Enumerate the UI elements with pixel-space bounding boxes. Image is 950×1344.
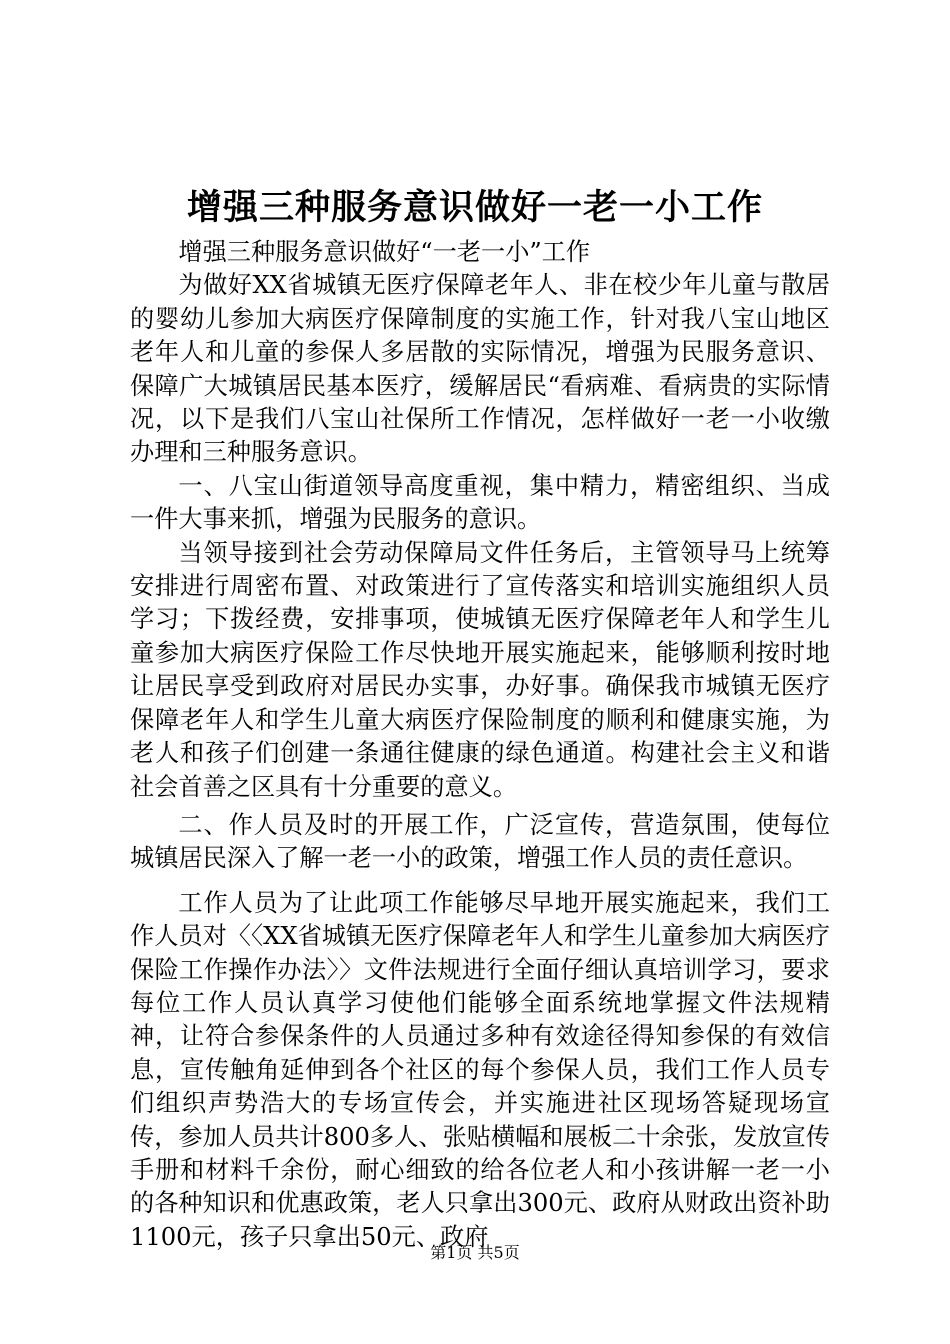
document-body — [130, 236, 830, 1254]
paragraph-section-2-heading: 二、作人员及时的开展工作，广泛宣传，营造氛围，使每位城镇居民深入了解一老一小的政策，增强工作人员的责任意识。 — [130, 810, 830, 873]
page-number-footer: 第1页 共5页 — [430, 1243, 520, 1262]
paragraph-section-2-body: 工作人员为了让此项工作能够尽早地开展实施起来，我们工作人员对〈〈XX省城镇无医疗保障老年人和学生儿童参加大病医疗保险工作操作办法〉〉文件法规进行全面仔细认真培训学习，要求每位工作人员认真学习使他们能够全面系统地掌握文件法规精神，让符合参保条件的人员通过多种有效途径得知参保的有效信息，宣传触角延伸到各个社区的每个参保人员，我们工作人员专们组织声势浩大的专场宣传会，并实施进社区现场答疑现场宣传，参加人员共计800多人、张贴横幅和展板二十余张，发放宣传手册和材料千余份，耐心细致的给各位老人和小孩讲解一老一小的各种知识和优惠政策，老人只拿出300元、政府从财政出资补助1100元，孩子只拿出50元、政府 — [130, 888, 830, 1251]
paragraph-intro: 为做好XX省城镇无医疗保障老年人、非在校少年儿童与散居的婴幼儿参加大病医疗保障制度的实施工作，针对我八宝山地区老年人和儿童的参保人多居散的实际情况，增强为民服务意识、保障广大城镇居民基本医疗，缓解居民“看病难、看病贵的实际情况，以下是我们八宝山社保所工作情况，怎样做好一老一小收缴办理和三种服务意识。 — [130, 271, 830, 467]
paragraph-section-1-heading: 一、八宝山街道领导高度重视，集中精力，精密组织、当成一件大事来抓，增强为民服务的意识。 — [130, 471, 830, 534]
paragraph-section-1-body: 当领导接到社会劳动保障局文件任务后，主管领导马上统筹安排进行周密布置、对政策进行了宣传落实和培训实施组织人员学习；下拨经费，安排事项，使城镇无医疗保障老年人和学生儿童参加大病医疗保险工作尽快地开展实施起来，能够顺利按时地让居民享受到政府对居民办实事，办好事。确保我市城镇无医疗保障老年人和学生儿童大病医疗保险制度的顺利和健康实施，为老人和孩子们创建一条通往健康的绿色通道。构建社会主义和谐社会首善之区具有十分重要的意义。 — [130, 538, 830, 801]
paragraph-subtitle: 增强三种服务意识做好“一老一小”工作 — [178, 238, 591, 266]
document-title: 增强三种服务意识做好一老一小工作 — [186, 187, 763, 228]
